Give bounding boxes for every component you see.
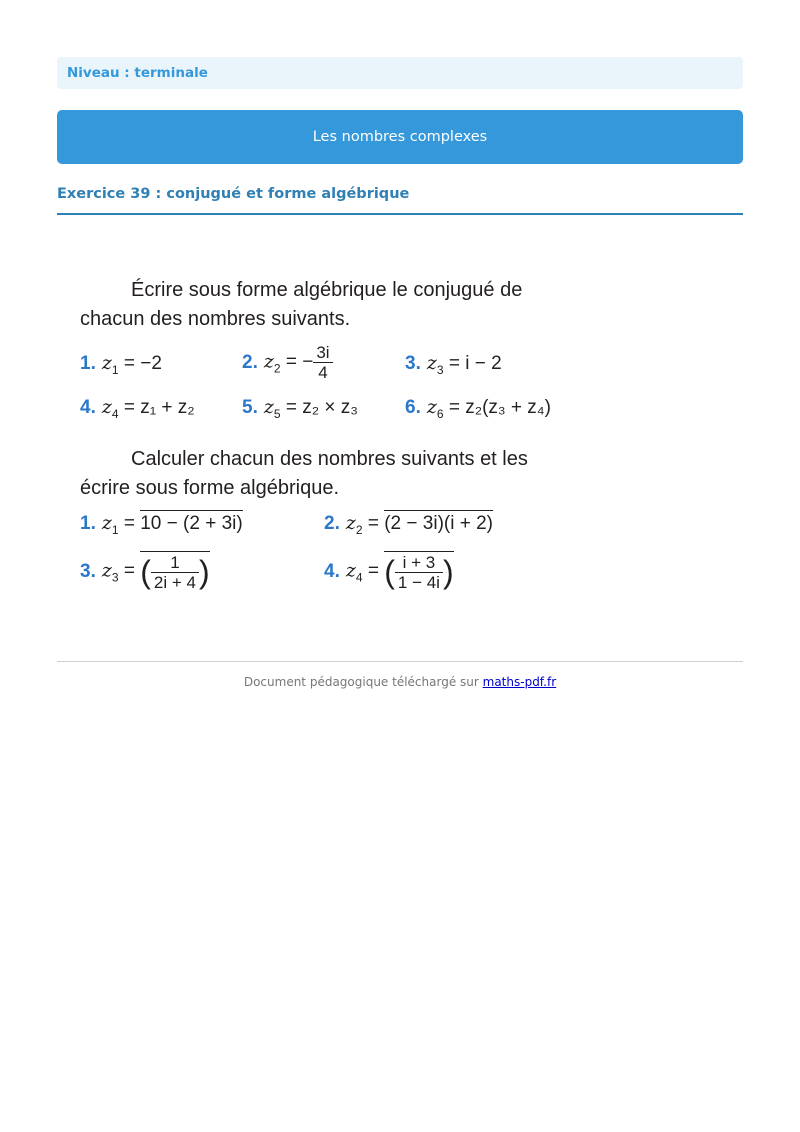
part2-item-2: 2. $z_2 = (2 - 3i)(i + 2)$: [324, 512, 493, 537]
conjugate-fraction: ( $\frac{1}{2i + 4}$ ): [140, 553, 210, 592]
part1-instruction: [80, 276, 522, 334]
fraction: $\frac{3i}{4}$: [313, 343, 332, 382]
part1-item-3: 3. $z_3 = i - 2$: [405, 352, 502, 377]
part2-instruction: [80, 445, 528, 503]
part2-item-3: 3. $z_3$ = ( $\frac{1}{2i + 4}$ ): [80, 553, 210, 592]
footer-divider: [57, 661, 743, 662]
exercise-title: Exercice 39 : conjugué et forme algébrique: [57, 186, 743, 215]
footer-text: Document pédagogique téléchargé sur: [243, 675, 483, 689]
part1-item-4: 4. $z_4 = z_1 + z_2$: [80, 396, 195, 421]
part1-item-1: 1. $z_1 = -2$: [80, 352, 162, 377]
part1-item-2: 2. $z_2$ = − $\frac{3i}{4}$: [242, 343, 333, 382]
part2-instruction-line1: Calculer chacun des nombres suivants et les: [131, 448, 528, 470]
part1-instruction-line1: Écrire sous forme algébrique le conjugué de: [131, 279, 523, 301]
conjugate-fraction: ( $\frac{i + 3}{1 - 4i}$ ): [384, 553, 454, 592]
part1-instruction-line2: chacun des nombres suivants.: [80, 308, 351, 330]
exercise-image: [72, 268, 632, 608]
part1-item-6: 6. $z_6 = z_2(z_3 + z_4)$: [405, 396, 551, 421]
footer-link[interactable]: maths-pdf.fr: [482, 675, 557, 689]
part2-item-1: 1. $z_1 = 10 - (2 + 3i)$: [80, 512, 243, 537]
level-badge: Niveau : terminale: [57, 57, 743, 89]
footer: [57, 675, 743, 689]
part2-item-4: 4. $z_4$ = ( $\frac{i + 3}{1 - 4i}$ ): [324, 553, 454, 592]
part2-instruction-line2: écrire sous forme algébrique.: [80, 477, 340, 499]
conjugate-expression: (2 − 3i)(i + 2): [384, 510, 493, 534]
chapter-banner: Les nombres complexes: [57, 110, 743, 164]
conjugate-expression: 10 − (2 + 3i): [140, 510, 242, 534]
part1-item-5: 5. $z_5 = z_2 \times z_3$: [242, 396, 358, 421]
